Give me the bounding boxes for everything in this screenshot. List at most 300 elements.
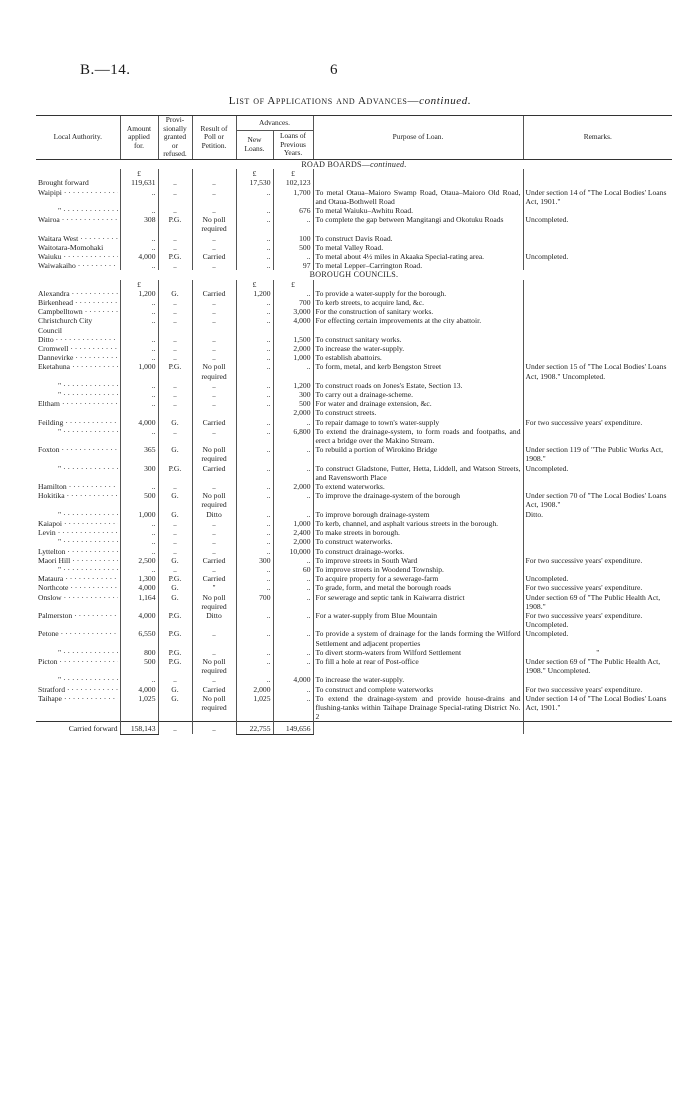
leader-wrap [58,537,118,546]
dot-leader [75,298,117,307]
cell-previous-loans: 676 [273,206,313,215]
cell-remarks: Under section 15 of "The Local Bodies' Loans Act, 1908." Uncompleted. [523,362,672,380]
cell-remarks: Uncompleted. [523,574,672,583]
cell-new-loans: .. [236,261,273,270]
cell-text: " [58,380,62,390]
cell-authority [36,399,120,408]
cell-amount: .. [120,390,158,399]
cell-purpose: To construct drainage-works. [313,547,523,556]
cell-result: No poll required [192,362,236,380]
cell-previous-loans: 100 [273,234,313,243]
cell-result: .. [192,298,236,307]
currency-new: £ [236,280,273,289]
cell-previous-loans: 6,800 [273,427,313,445]
cell-previous-loans: .. [273,685,313,694]
dot-leader [72,556,117,565]
leader-wrap [38,344,118,353]
cell-result: .. [192,565,236,574]
cell-purpose: To extend the drainage-system, to form roads and footpaths, and erect a bridge over the Makino Stream. [313,427,523,445]
cell-new-loans: .. [236,243,273,252]
cell-result: .. [192,178,236,187]
cell-amount: 6,550 [120,629,158,647]
cell-text: Ditto [38,334,54,344]
cell-authority [36,593,120,611]
cell-remarks [523,234,672,243]
cell-new-loans: 2,000 [236,685,273,694]
leader-wrap [38,556,118,565]
leader-wrap [38,482,118,491]
cell-text: Petone [38,629,59,639]
table-row [36,188,672,206]
table-row [36,307,672,316]
dot-leader [67,685,118,694]
section-heading [36,159,672,169]
cell-new-loans: .. [236,418,273,427]
cell-previous-loans: 1,000 [273,519,313,528]
leader-wrap [58,464,118,473]
cell-authority [36,234,120,243]
dot-leader [63,427,117,436]
cell-authority [36,482,120,491]
cell-purpose: To establish abattoirs. [313,353,523,362]
cell-authority [36,335,120,344]
cell-result: .. [192,399,236,408]
cell-provisional: G. [158,593,192,611]
cell-amount: .. [120,537,158,546]
table-row [36,298,672,307]
cell-result: .. [192,353,236,362]
dot-leader [72,289,118,298]
dot-leader [65,418,117,427]
cell-authority [36,583,120,592]
cell-purpose: To metal Valley Road. [313,243,523,252]
cell-amount: 1,164 [120,593,158,611]
table-row [36,611,672,629]
cell-provisional: P.G. [158,252,192,261]
cell-text: Dannevirke [38,353,74,363]
cell-purpose: To metal Otaua–Maioro Swamp Road, Otaua–Maioro Old Road, and Otaua-Bothwell Road [313,188,523,206]
dot-leader [74,611,117,620]
dot-leader [63,390,117,399]
cell-result: No poll required [192,215,236,233]
cell-result: Carried [192,464,236,482]
cell-result: .. [192,519,236,528]
cell-provisional: .. [158,519,192,528]
cell-result: .. [192,648,236,657]
section-heading-row [36,159,672,169]
cell-provisional: G. [158,556,192,565]
cell-result: .. [192,344,236,353]
cell-authority [36,657,120,675]
cell-text: Kaiapoi [38,518,63,528]
cell-previous-loans: 300 [273,390,313,399]
cell-result: .. [192,335,236,344]
dot-leader [63,675,117,684]
cell-purpose: To construct waterworks. [313,537,523,546]
cell-amount: .. [120,565,158,574]
cell-purpose: To repair damage to town's water-supply [313,418,523,427]
cell-text: Palmerston [38,610,73,620]
cell-authority [36,547,120,556]
cell-result: .. [192,427,236,445]
cell-new-loans: .. [236,629,273,647]
leader-wrap [38,528,118,537]
cell-result [192,408,236,417]
cell-new-loans: .. [236,648,273,657]
table-row [36,593,672,611]
cell-new-loans: .. [236,464,273,482]
cell-new-loans: .. [236,427,273,445]
leader-wrap [38,547,118,556]
cell-previous-loans: 2,000 [273,408,313,417]
cell-previous-loans: .. [273,445,313,463]
cell-amount: 4,000 [120,418,158,427]
cell-new-loans: .. [236,547,273,556]
cell-new-loans: .. [236,206,273,215]
cell-remarks [523,547,672,556]
cell-previous-loans: .. [273,583,313,592]
cell-amount: .. [120,675,158,684]
table-row [36,510,672,519]
dot-leader [63,510,117,519]
cell-text: Birkenhead [38,298,74,308]
dot-leader [56,335,118,344]
cell-provisional: .. [158,243,192,252]
currency-prev: £ [273,169,313,178]
cell-purpose: To complete the gap between Mangitangi and Okotuku Roads [313,215,523,233]
cell-new-loans: .. [236,399,273,408]
table-row [36,353,672,362]
cell-amount: .. [120,188,158,206]
cell-new-loans: .. [236,528,273,537]
cell-new-loans: .. [236,362,273,380]
leader-wrap [38,593,118,602]
cell-previous-loans: 4,000 [273,316,313,334]
table-row [36,574,672,583]
cell-remarks [523,519,672,528]
cell-authority [36,510,120,519]
dot-leader [75,353,117,362]
cell-previous-loans: .. [273,611,313,629]
cell-purpose: To improve borough drainage-system [313,510,523,519]
table-row [36,316,672,334]
leader-wrap [58,206,118,215]
cell-provisional: .. [158,675,192,684]
table-row [36,629,672,647]
table-row [36,648,672,657]
cell-remarks: Under section 14 of "The Local Bodies' Loans Act, 1901." [523,694,672,722]
cell-provisional: .. [158,335,192,344]
cell-provisional: .. [158,722,192,734]
cell-previous-loans: .. [273,648,313,657]
table-row [36,381,672,390]
cell-amount: .. [120,427,158,445]
table-row [36,685,672,694]
cell-text: " [58,426,62,436]
cell-result: Carried [192,685,236,694]
cell-provisional: G. [158,418,192,427]
cell-text: Lyttelton [38,546,66,556]
cell-text: " [58,564,62,574]
cell-amount: 1,025 [120,694,158,722]
cell-new-loans: .. [236,675,273,684]
cell-provisional: .. [158,206,192,215]
cell-result: .. [192,261,236,270]
cell-remarks [523,482,672,491]
dot-leader [78,261,118,270]
applications-table [36,115,672,735]
leader-wrap [58,565,118,574]
cell-provisional: .. [158,565,192,574]
cell-authority [36,289,120,298]
cell-amount: 1,300 [120,574,158,583]
cell-purpose: To increase the water-supply. [313,675,523,684]
cell-new-loans: .. [236,657,273,675]
cell-text: Feilding [38,417,64,427]
cell-text: Waitara West [38,233,79,243]
cell-remarks: Uncompleted. [523,464,672,482]
cell-purpose: To construct streets. [313,408,523,417]
table-row [36,482,672,491]
cell-previous-loans: 1,500 [273,335,313,344]
cell-provisional: .. [158,547,192,556]
cell-amount: 500 [120,491,158,509]
cell-text: Eltham [38,399,60,409]
cell-text: Waipipi [38,187,62,197]
cell-authority [36,215,120,233]
cell-remarks [523,316,672,334]
currency-spacer [36,280,120,289]
cell-result: .. [192,722,236,734]
cell-result: .. [192,528,236,537]
cell-result: .. [192,316,236,334]
cell-amount: 158,143 [120,722,158,734]
cell-remarks [523,344,672,353]
currency-new: £ [236,169,273,178]
cell-text: Hokitika [38,491,65,501]
cell-previous-loans: 1,700 [273,188,313,206]
cell-amount: .. [120,344,158,353]
cell-remarks: Under section 119 of "The Public Works Act, 1908." [523,445,672,463]
cell-new-loans: .. [236,482,273,491]
cell-remarks [523,722,672,734]
cell-provisional: .. [158,390,192,399]
currency-spacer [523,169,672,178]
cell-purpose: To improve streets in South Ward [313,556,523,565]
cell-previous-loans: 2,400 [273,528,313,537]
cell-authority [36,565,120,574]
leader-wrap [38,519,118,528]
cell-new-loans: 300 [236,556,273,565]
cell-purpose: To construct roads on Jones's Estate, Section 13. [313,381,523,390]
cell-text: Mataura [38,574,64,584]
dot-leader [64,519,117,528]
cell-amount: 1,200 [120,289,158,298]
dot-leader [59,657,117,666]
title-main: List of Applications and Advances— [228,95,420,107]
col-provisional: Provi-sionally granted or refused. [158,116,192,160]
cell-text: Picton [38,656,58,666]
cell-amount: 500 [120,657,158,675]
dot-leader [63,648,117,657]
cell-authority [36,206,120,215]
cell-purpose: For sewerage and septic tank in Kaiwarra district [313,593,523,611]
cell-remarks [523,427,672,445]
cell-amount: .. [120,234,158,243]
cell-text: Foxton [38,445,60,455]
col-previous-loans: Loans of Previous Years. [273,131,313,160]
table-row [36,344,672,353]
leader-wrap [38,399,118,408]
cell-previous-loans: 97 [273,261,313,270]
leader-wrap [38,234,118,243]
cell-new-loans: .. [236,574,273,583]
leader-wrap [38,657,118,666]
cell-new-loans: .. [236,307,273,316]
cell-purpose: To extend the drainage-system and provide house-drains and flushing-tanks within Taihape Drainage Special-rating District No. 2 [313,694,523,722]
cell-purpose: To construct Davis Road. [313,234,523,243]
cell-previous-loans: .. [273,657,313,675]
cell-previous-loans: 1,200 [273,381,313,390]
cell-amount: .. [120,482,158,491]
currency-row [36,280,672,289]
cell-amount: .. [120,316,158,334]
cell-provisional: .. [158,528,192,537]
currency-row [36,169,672,178]
leader-wrap [38,335,118,344]
dot-leader [64,188,118,197]
dot-leader [85,307,118,316]
col-amount: Amount applied for. [120,116,158,160]
currency-spacer [192,169,236,178]
cell-authority [36,307,120,316]
title-continued: continued. [419,95,472,107]
cell-provisional: .. [158,399,192,408]
cell-purpose: To construct and complete waterworks [313,685,523,694]
currency-amount: £ [120,280,158,289]
leader-wrap [38,307,118,316]
cell-result: Carried [192,252,236,261]
cell-text: " [58,463,62,473]
cell-new-loans: .. [236,215,273,233]
cell-authority [36,556,120,565]
cell-amount: .. [120,519,158,528]
cell-text: Waiwakaiho [38,261,76,271]
cell-authority [36,362,120,380]
leader-wrap [38,611,118,620]
cell-remarks [523,565,672,574]
cell-text: Northcote [38,583,69,593]
cell-authority [36,574,120,583]
currency-spacer [36,169,120,178]
cell-remarks: " [523,648,672,657]
cell-remarks: For two successive years' expenditure. [523,418,672,427]
cell-previous-loans: .. [273,252,313,261]
page-header [80,62,620,82]
cell-result: Carried [192,574,236,583]
table-row [36,528,672,537]
cell-remarks [523,528,672,537]
leader-wrap [38,685,118,694]
cell-new-loans: .. [236,583,273,592]
dot-leader [67,491,118,500]
cell-previous-loans: .. [273,289,313,298]
leader-wrap [38,353,118,362]
cell-authority [36,519,120,528]
cell-result: .. [192,243,236,252]
cell-text: Wairoa [38,215,60,225]
cell-previous-loans: 2,000 [273,344,313,353]
dot-leader [72,362,117,371]
dot-leader [62,215,118,224]
cell-authority: Carried forward [36,722,120,734]
cell-previous-loans: .. [273,464,313,482]
cell-provisional: P.G. [158,611,192,629]
cell-new-loans: .. [236,390,273,399]
cell-new-loans: .. [236,537,273,546]
cell-new-loans: .. [236,510,273,519]
dot-leader [80,234,117,243]
currency-spacer [158,280,192,289]
cell-previous-loans: 500 [273,399,313,408]
cell-amount: .. [120,399,158,408]
cell-authority [36,685,120,694]
table-row [36,335,672,344]
cell-result: .. [192,482,236,491]
cell-authority [36,648,120,657]
cell-previous-loans: .. [273,362,313,380]
cell-text: Taihape [38,693,62,703]
leader-wrap [38,445,118,454]
cell-amount: 4,000 [120,252,158,261]
cell-result: Ditto [192,611,236,629]
cell-provisional: .. [158,234,192,243]
currency-spacer [313,169,523,178]
cell-purpose [313,178,523,187]
table-row [36,243,672,252]
cell-text: Stratford [38,684,65,694]
cell-remarks: For two successive years' expenditure. [523,685,672,694]
cell-previous-loans: 1,000 [273,353,313,362]
cell-result: .. [192,390,236,399]
cell-purpose: To form, metal, and kerb Bengston Street [313,362,523,380]
cell-new-loans: .. [236,188,273,206]
cell-new-loans: .. [236,252,273,261]
dot-leader [63,537,117,546]
cell-amount: 119,631 [120,178,158,187]
cell-authority [36,390,120,399]
cell-purpose: To increase the water-supply. [313,344,523,353]
cell-amount: .. [120,335,158,344]
col-purpose: Purpose of Loan. [313,116,523,160]
cell-remarks: Under section 69 of "The Public Health Act, 1908." Uncompleted. [523,657,672,675]
cell-previous-loans: .. [273,418,313,427]
cell-provisional: .. [158,261,192,270]
dot-leader [69,482,118,491]
cell-provisional: .. [158,537,192,546]
cell-amount: 1,000 [120,510,158,519]
leader-wrap [58,427,118,436]
cell-text: " [58,205,62,215]
dot-leader [62,399,118,408]
cell-provisional: .. [158,307,192,316]
cell-text: " [58,537,62,547]
cell-provisional: G. [158,445,192,463]
dot-leader [63,381,117,390]
leader-wrap [38,252,118,261]
cell-amount: .. [120,307,158,316]
currency-spacer [158,169,192,178]
